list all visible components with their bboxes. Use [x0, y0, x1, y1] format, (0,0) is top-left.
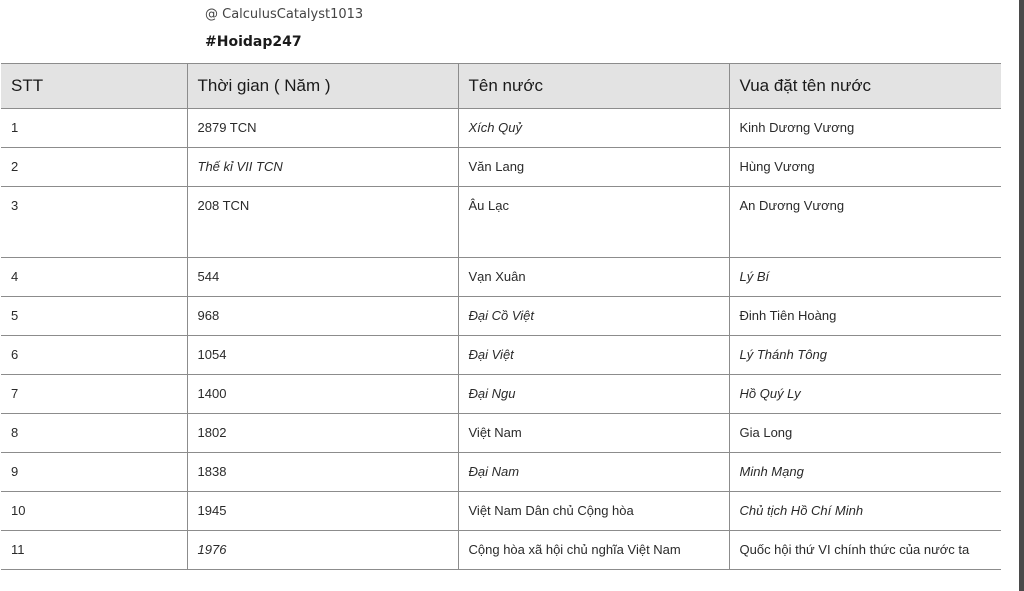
cell-king: Hùng Vương — [729, 148, 1001, 187]
history-table — [1, 63, 1001, 570]
cell-country: Đại Ngu — [458, 375, 729, 414]
cell-king: An Dương Vương — [729, 187, 1001, 258]
cell-stt: 9 — [1, 453, 187, 492]
cell-country: Việt Nam — [458, 414, 729, 453]
cell-country: Việt Nam Dân chủ Cộng hòa — [458, 492, 729, 531]
cell-country: Đại Nam — [458, 453, 729, 492]
table-row — [1, 109, 1001, 148]
cell-king: Gia Long — [729, 414, 1001, 453]
window-right-edge — [1019, 0, 1024, 591]
table-row — [1, 336, 1001, 375]
cell-stt: 5 — [1, 297, 187, 336]
cell-country: Vạn Xuân — [458, 258, 729, 297]
cell-time: 1802 — [187, 414, 458, 453]
table-row — [1, 531, 1001, 570]
header-time: Thời gian ( Năm ) — [187, 64, 458, 109]
table-header-row — [1, 64, 1001, 109]
cell-time: 1054 — [187, 336, 458, 375]
table-row — [1, 297, 1001, 336]
cell-king: Lý Bí — [729, 258, 1001, 297]
cell-time: 1945 — [187, 492, 458, 531]
cell-stt: 10 — [1, 492, 187, 531]
cell-time: 1976 — [187, 531, 458, 570]
cell-time: 968 — [187, 297, 458, 336]
cell-time: 1838 — [187, 453, 458, 492]
cell-time: Thế kỉ VII TCN — [187, 148, 458, 187]
table-row — [1, 414, 1001, 453]
cell-country: Đại Việt — [458, 336, 729, 375]
cell-stt: 8 — [1, 414, 187, 453]
cell-time: 1400 — [187, 375, 458, 414]
cell-stt: 7 — [1, 375, 187, 414]
cell-king: Hồ Quý Ly — [729, 375, 1001, 414]
cell-country: Văn Lang — [458, 148, 729, 187]
cell-country: Xích Quỷ — [458, 109, 729, 148]
table-row — [1, 375, 1001, 414]
cell-stt: 2 — [1, 148, 187, 187]
cell-king: Lý Thánh Tông — [729, 336, 1001, 375]
cell-king: Kinh Dương Vương — [729, 109, 1001, 148]
header-king: Vua đặt tên nước — [729, 64, 1001, 109]
cell-stt: 1 — [1, 109, 187, 148]
cell-time: 544 — [187, 258, 458, 297]
cell-stt: 6 — [1, 336, 187, 375]
table-row — [1, 453, 1001, 492]
cell-king: Quốc hội thứ VI chính thức của nước ta — [729, 531, 1001, 570]
table-row — [1, 492, 1001, 531]
table-row — [1, 258, 1001, 297]
cell-stt: 3 — [1, 187, 187, 258]
header-stt: STT — [1, 64, 187, 109]
cell-country: Âu Lạc — [458, 187, 729, 258]
cell-king: Minh Mạng — [729, 453, 1001, 492]
cell-time: 208 TCN — [187, 187, 458, 258]
author-handle: @ CalculusCatalyst1013 — [205, 7, 364, 22]
header-country: Tên nước — [458, 64, 729, 109]
table-row — [1, 148, 1001, 187]
site-tag: #Hoidap247 — [205, 34, 302, 50]
cell-country: Cộng hòa xã hội chủ nghĩa Việt Nam — [458, 531, 729, 570]
cell-stt: 11 — [1, 531, 187, 570]
cell-country: Đại Cồ Việt — [458, 297, 729, 336]
cell-time: 2879 TCN — [187, 109, 458, 148]
cell-king: Đinh Tiên Hoàng — [729, 297, 1001, 336]
cell-stt: 4 — [1, 258, 187, 297]
cell-king: Chủ tịch Hồ Chí Minh — [729, 492, 1001, 531]
table-row — [1, 187, 1001, 258]
